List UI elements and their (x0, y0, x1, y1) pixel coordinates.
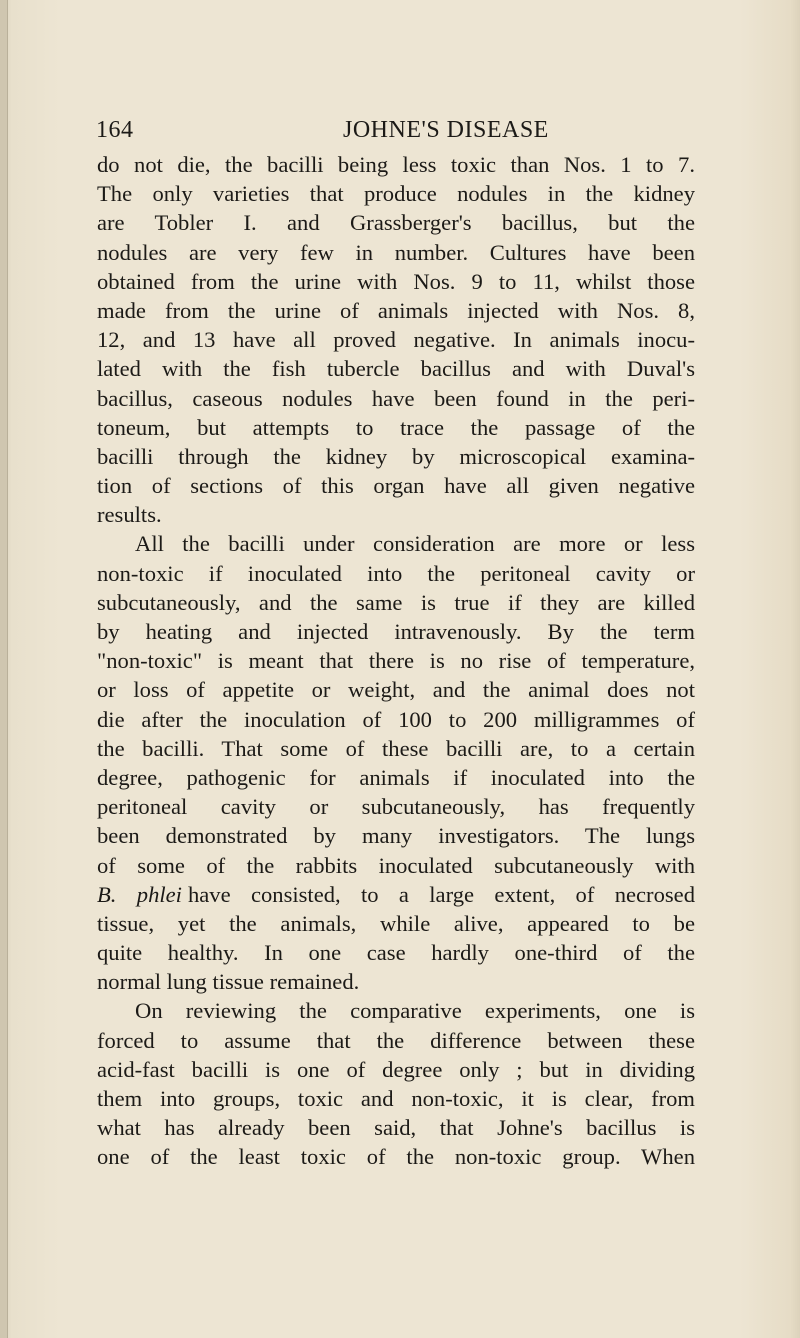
page-header (96, 117, 696, 149)
text-line: non-toxic if inoculated into the peritoneal cavity or (97, 560, 695, 586)
text-line: normal lung tissue remained. (97, 969, 360, 995)
text-line: 12, and 13 have all proved negative. In animals inocu- (97, 327, 695, 353)
text-line: On reviewing the comparative experiments, one is (135, 998, 695, 1024)
text-line: quite healthy. In one case hardly one-third of the (97, 940, 695, 966)
text-line: what has already been said, that Johne's bacillus is (97, 1115, 695, 1141)
text-line: do not die, the bacilli being less toxic than Nos. 1 to 7. (97, 152, 695, 177)
text-line: are Tobler I. and Grassberger's bacillus, but the (97, 210, 695, 236)
text-line: degree, pathogenic for animals if inoculated into the (97, 764, 695, 790)
text-line: bacilli through the kidney by microscopical examina- (97, 443, 695, 469)
species-name-italic: B. phlei (97, 881, 182, 907)
text-line: forced to assume that the difference between these (97, 1027, 695, 1053)
text-line: tissue, yet the animals, while alive, appeared to be (97, 910, 695, 936)
text-line: one of the least toxic of the non-toxic group. When (97, 1144, 695, 1170)
text-line: or loss of appetite or weight, and the animal does not (97, 677, 695, 703)
text-line: "non-toxic" is meant that there is no rise of temperature, (97, 648, 695, 674)
page-binding-edge (0, 0, 8, 1338)
text-line: of some of the rabbits inoculated subcutaneously with (97, 852, 695, 878)
running-title: JOHNE'S DISEASE (343, 117, 549, 143)
text-line: the bacilli. That some of these bacilli are, to a certain (97, 735, 695, 761)
text-line: obtained from the urine with Nos. 9 to 11, whilst those (97, 268, 695, 294)
text-line: tion of sections of this organ have all given negative (97, 473, 695, 499)
text-line: toneum, but attempts to trace the passage of the (97, 414, 695, 440)
page-number: 164 (96, 117, 134, 143)
text-line: been demonstrated by many investigators. The lungs (97, 823, 695, 849)
text-line: All the bacilli under consideration are more or less (135, 531, 695, 557)
text-line: made from the urine of animals injected with Nos. 8, (97, 297, 695, 323)
text-line: by heating and injected intravenously. By the term (97, 619, 695, 644)
text-line: acid-fast bacilli is one of degree only ; but in dividing (97, 1056, 695, 1082)
text-line: peritoneal cavity or subcutaneously, has frequently (97, 794, 695, 820)
text-line (97, 880, 695, 909)
text-line: die after the inoculation of 100 to 200 milligrammes of (97, 706, 695, 732)
text-line: them into groups, toxic and non-toxic, it is clear, from (97, 1086, 695, 1111)
text-run: have consisted, to a large extent, of necrosed (187, 881, 695, 907)
text-line: subcutaneously, and the same is true if they are killed (97, 589, 695, 615)
text-line: lated with the fish tubercle bacillus and with Duval's (97, 356, 695, 382)
text-line: bacillus, caseous nodules have been found in the peri- (97, 385, 695, 411)
body-text (97, 150, 695, 1172)
text-line: The only varieties that produce nodules in the kidney (97, 181, 695, 207)
text-line: nodules are very few in number. Cultures have been (97, 239, 695, 265)
text-line: results. (97, 502, 162, 528)
